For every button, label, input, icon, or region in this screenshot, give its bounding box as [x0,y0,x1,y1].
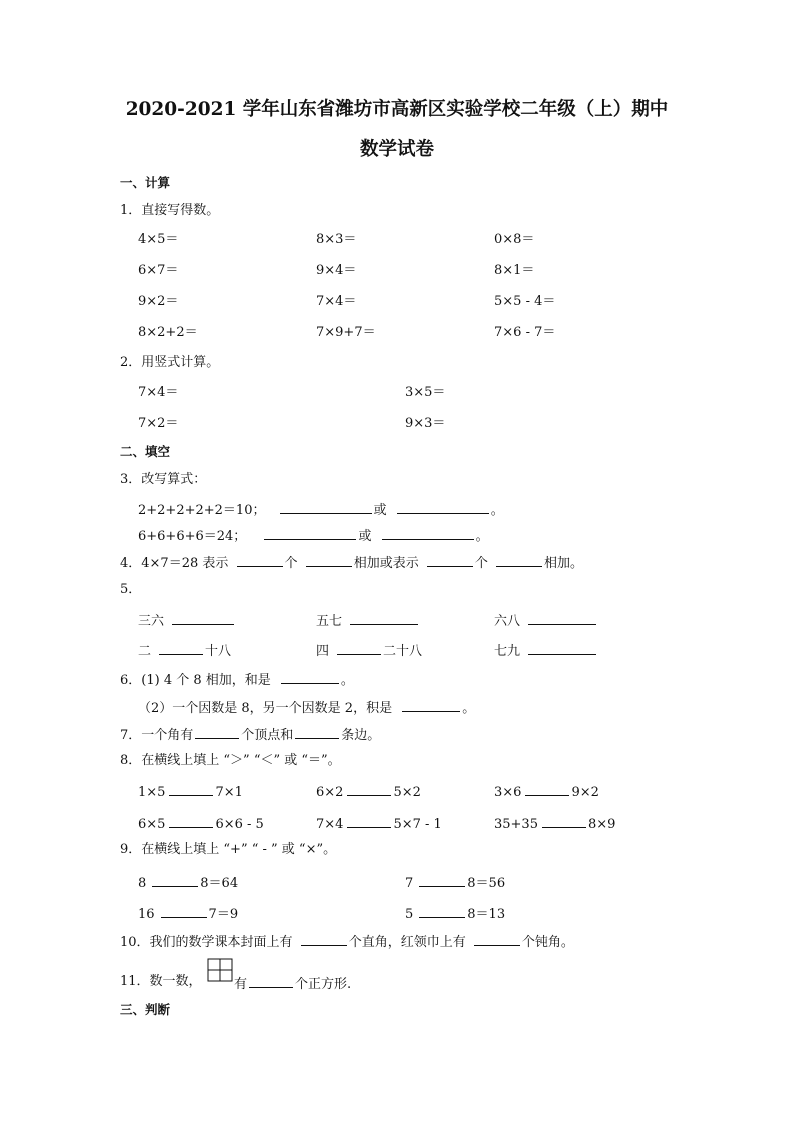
q8-item [138,815,264,831]
q8-text: 7×1 [215,785,243,800]
q8-text: 35+35 [494,817,538,832]
section-heading-fill: 二、填空 [120,444,171,459]
answer-blank[interactable] [350,612,418,625]
answer-blank[interactable] [306,554,352,567]
q9-item [405,874,505,890]
answer-blank[interactable] [195,726,239,739]
section-heading-calc: 一、计算 [120,175,171,190]
q9-item [138,905,238,921]
q9-text: 8＝64 [200,876,239,891]
q1-item: 7×9+7＝ [316,325,376,340]
q8-text: 5×7 - 1 [393,817,442,832]
q8-text: 6×2 [316,785,344,800]
q1-item: 6×7＝ [138,263,179,278]
q5-text: 五七 [316,614,343,629]
q9-text: 7＝9 [208,907,239,922]
q11-text-a: 11．数一数， [120,974,202,989]
q1-item: 8×1＝ [494,263,535,278]
q7 [120,726,380,742]
q2-item: 7×2＝ [138,416,179,431]
q9-text: 8 [138,876,147,891]
q5-text: 七九 [494,644,521,659]
q8-text: 9×2 [571,785,599,800]
answer-blank[interactable] [159,642,203,655]
q1-item: 9×2＝ [138,294,179,309]
answer-blank[interactable] [427,554,473,567]
answer-blank[interactable] [347,783,391,796]
answer-blank[interactable] [402,699,460,712]
q5-item [494,612,598,628]
answer-blank[interactable] [337,642,381,655]
q6-text: 。 [340,673,354,688]
q3-or: 或 [358,529,372,544]
q8-text: 7×4 [316,817,344,832]
q2-item: 3×5＝ [405,385,446,400]
answer-blank[interactable] [528,612,596,625]
q4-text: 相加或表示 [353,556,419,571]
q7-text: 条边。 [341,728,381,743]
answer-blank[interactable] [301,933,347,946]
q3-expr-2: 6+6+6+6＝24； [138,529,247,544]
q2-item: 7×4＝ [138,385,179,400]
q8-text: 3×6 [494,785,522,800]
answer-blank[interactable] [264,527,356,540]
answer-blank[interactable] [347,815,391,828]
answer-blank[interactable] [542,815,586,828]
q3-prompt: 3．改写算式： [120,472,207,487]
q8-text: 6×6 - 5 [215,817,264,832]
q5-text: 三六 [138,614,165,629]
q7-text: 个顶点和 [241,728,294,743]
q6-part-1 [120,671,354,687]
q8-text: 6×5 [138,817,166,832]
q1-item: 8×2+2＝ [138,325,198,340]
q5-text: 二 [138,644,152,659]
q5-number: 5． [120,582,142,597]
answer-blank[interactable] [161,905,207,918]
q5-item [316,642,422,658]
q4-text: 个 [284,556,298,571]
q3-or: 或 [373,503,387,518]
q10-text: 10．我们的数学课本封面上有 [120,935,293,950]
answer-blank[interactable] [496,554,542,567]
q10-text: 个直角，红领巾上有 [348,935,466,950]
q1-item: 0×8＝ [494,232,535,247]
q9-text: 5 [405,907,414,922]
answer-blank[interactable] [397,501,489,514]
q6-text: 6．(1) 4 个 8 相加，和是 [120,673,271,688]
q2-prompt: 2．用竖式计算。 [120,355,220,370]
q9-text: 16 [138,907,155,922]
q4-text: 个 [474,556,488,571]
q9-prompt: 9．在横线上填上 “+” “ - ” 或 “×”。 [120,842,337,857]
answer-blank[interactable] [295,726,339,739]
q9-text: 7 [405,876,414,891]
q5-text: 二十八 [383,644,423,659]
q4-text: 相加。 [544,556,584,571]
q8-item [494,783,599,799]
q3-end: 。 [475,529,489,544]
answer-blank[interactable] [474,933,520,946]
q1-prompt: 1．直接写得数。 [120,203,220,218]
q9-item [405,905,505,921]
answer-blank[interactable] [382,527,474,540]
q11-text: 有 [234,977,248,992]
q4-text: 4．4×7＝28 表示 [120,556,229,571]
q3-expr-1: 2+2+2+2+2＝10； [138,503,266,518]
title-line-2: 数学试卷 [359,139,434,160]
q5-text: 四 [316,644,330,659]
answer-blank[interactable] [419,874,465,887]
section-heading-judge: 三、判断 [120,1002,171,1017]
q1-item: 4×5＝ [138,232,179,247]
q10 [120,933,574,949]
q9-text: 8＝56 [467,876,506,891]
q9-text: 8＝13 [467,907,506,922]
q8-text: 1×5 [138,785,166,800]
q5-item [138,642,231,658]
q9-item [138,874,238,890]
answer-blank[interactable] [169,783,213,796]
q1-item: 7×6 - 7＝ [494,325,556,340]
q6-text: （2）一个因数是 8，另一个因数是 2，积是 [138,701,393,716]
answer-blank[interactable] [419,905,465,918]
q5-item [494,642,598,658]
q5-item [138,612,236,628]
q3-line-1 [138,501,504,517]
q8-text: 5×2 [393,785,421,800]
q6-text: 。 [462,701,476,716]
q11-line [234,975,351,991]
answer-blank[interactable] [528,642,596,655]
q2-item: 9×3＝ [405,416,446,431]
q10-text: 个钝角。 [521,935,574,950]
q8-text: 8×9 [587,817,616,832]
answer-blank[interactable] [525,783,569,796]
answer-blank[interactable] [172,612,234,625]
q8-item [494,815,615,831]
q6-part-2 [138,699,475,715]
q3-line-2 [138,527,489,543]
answer-blank[interactable] [280,501,372,514]
grid-squares-icon [207,958,233,982]
answer-blank[interactable] [152,874,198,887]
answer-blank[interactable] [249,975,293,988]
q5-text: 六八 [494,614,521,629]
answer-blank[interactable] [237,554,283,567]
q8-item [316,783,421,799]
q1-item: 5×5 - 4＝ [494,294,556,309]
title-line-1: 2020-2021 学年山东省潍坊市高新区实验学校二年级（上）期中 [125,99,669,120]
q1-item: 7×4＝ [316,294,357,309]
answer-blank[interactable] [281,671,339,684]
q11-text: 个正方形. [295,977,352,992]
q3-end: 。 [490,503,504,518]
q7-text: 7．一个角有 [120,728,194,743]
q4 [120,554,583,570]
q8-prompt: 8．在横线上填上 “＞” “＜” 或 “＝”。 [120,753,341,768]
q8-item [316,815,442,831]
q8-item [138,783,243,799]
q5-item [316,612,420,628]
q1-item: 8×3＝ [316,232,357,247]
q5-text: 十八 [205,644,232,659]
answer-blank[interactable] [169,815,213,828]
q1-item: 9×4＝ [316,263,357,278]
